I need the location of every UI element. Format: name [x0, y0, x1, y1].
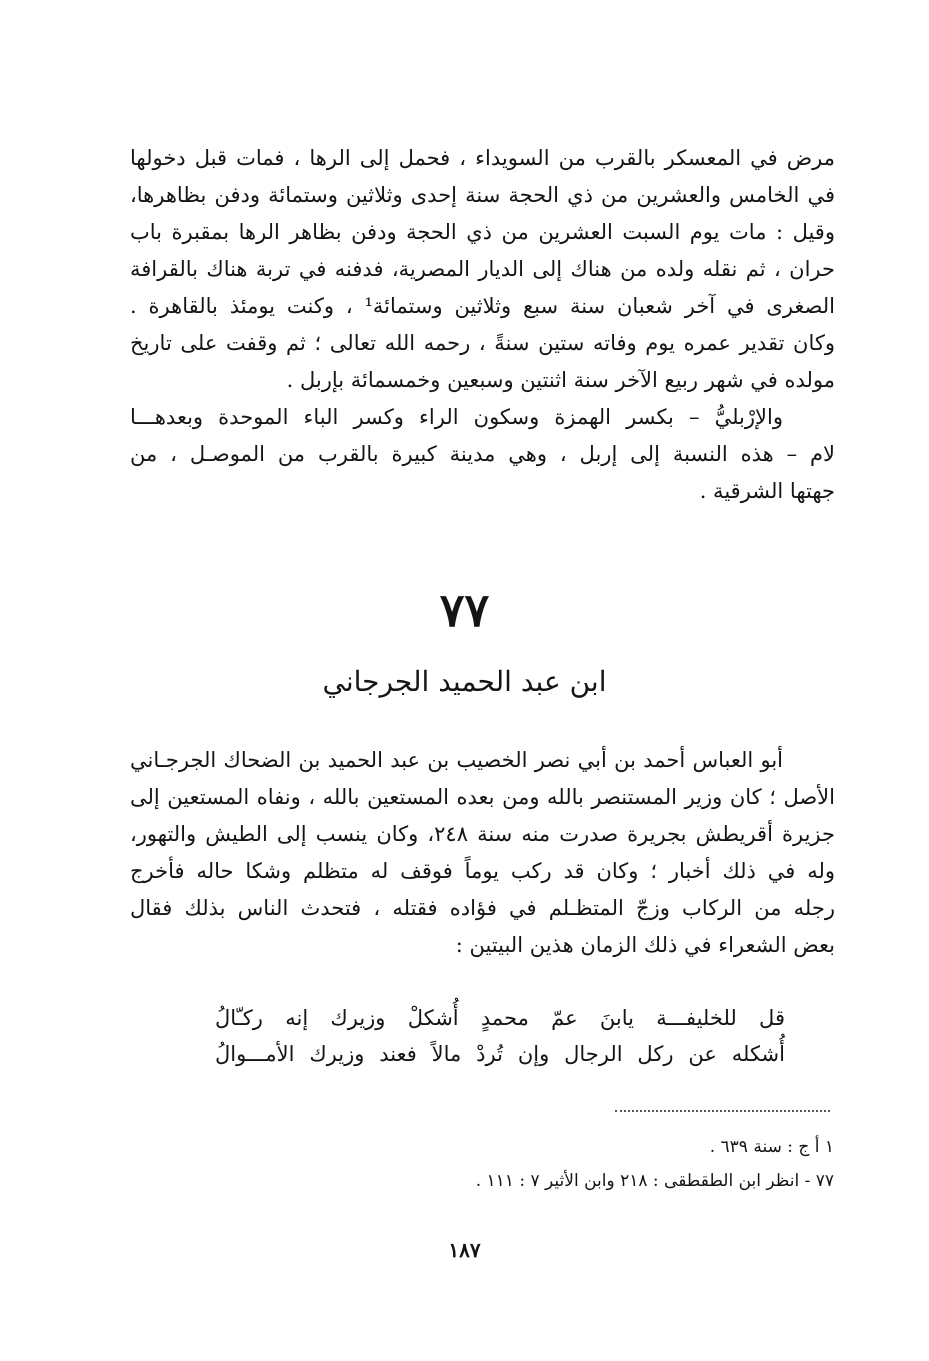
footnotes — [300, 1130, 834, 1198]
text-line: مولده في شهر ربيع الآخر سنة اثنتين وسبعين وخمسمائة بإربل . — [286, 368, 835, 392]
footnote: ٧٧ - انظر ابن الطقطقى : ٢١٨ وابن الأثير ٧ : ١١١ . — [475, 1171, 834, 1191]
text-line: بعض الشعراء في ذلك الزمان هذين البيتين : — [455, 933, 835, 957]
page-number: ١٨٧ — [448, 1238, 481, 1262]
text-line: الصغرى في آخر شعبان سنة سبع وثلاثين وستمائة¹ ، وكنت يومئذ بالقاهرة . — [130, 294, 835, 318]
footnote: ١ أ ج : سنة ٦٣٩ . — [709, 1137, 834, 1157]
footnote-divider — [615, 1110, 830, 1112]
text-line: وكان تقدير عمره يوم وفاته ستين سنةً ، رحمه الله تعالى ؛ ثم وقفت على تاريخ — [130, 331, 835, 355]
text-line: الأصل ؛ كان وزير المستنصر بالله ومن بعده المستعين بالله ، ونفاه المستعين إلى — [130, 785, 835, 809]
text-line: أبو العباس أحمد بن أبي نصر الخصيب بن عبد الحميد بن الضحاك الجرجـاني — [130, 748, 783, 772]
biography-paragraph — [130, 742, 835, 964]
poem-verse: قل للخليفـــة يابنَ عمّ محمدٍ أُشكلْ وزيرك إنه ركـّالُ — [215, 1006, 785, 1030]
entry-title: ابن عبد الحميد الجرجاني — [322, 665, 607, 698]
poem-verse: أُشكله عن ركل الرجال وإن تُردْ مالاً فعند وزيرك الأمـــوالُ — [215, 1042, 785, 1066]
text-line: في الخامس والعشرين من ذي الحجة سنة إحدى وثلاثين وستمائة ودفن بظاهرها، — [130, 183, 835, 207]
text-line: جهتها الشرقية . — [699, 479, 835, 503]
text-line: لام – هذه النسبة إلى إربل ، وهي مدينة كبيرة بالقرب من الموصـل ، من — [130, 442, 835, 466]
text-line: جزيرة أقريطش بجريرة صدرت منه سنة ٢٤٨، وكان ينسب إلى الطيش والتهور، — [130, 822, 835, 846]
paragraph-continuation — [130, 140, 835, 510]
entry-number: ٧٧ — [439, 583, 490, 637]
text-line: حران ، ثم نقله ولده من هناك إلى الديار المصرية، فدفنه في تربة هناك بالقرافة — [130, 257, 835, 281]
text-line: وله في ذلك أخبار ؛ وكان قد ركب يوماً فوقف له متظلم وشكا حاله فأخرج — [130, 859, 835, 883]
text-line: وقيل : مات يوم السبت العشرين من ذي الحجة ودفن بظاهر الرها بمقبرة باب — [130, 220, 835, 244]
poem — [215, 1000, 785, 1072]
text-line: رجله من الركاب وزجّ المتظـلم في فؤاده فقتله ، فتحدث الناس بذلك فقال — [130, 896, 835, 920]
text-line: مرض في المعسكر بالقرب من السويداء ، فحمل إلى الرها ، فمات قبل دخولها — [130, 146, 835, 170]
text-line: والإرْبليُّ – بكسر الهمزة وسكون الراء وكسر الباء الموحدة وبعدهـــا — [130, 405, 783, 429]
